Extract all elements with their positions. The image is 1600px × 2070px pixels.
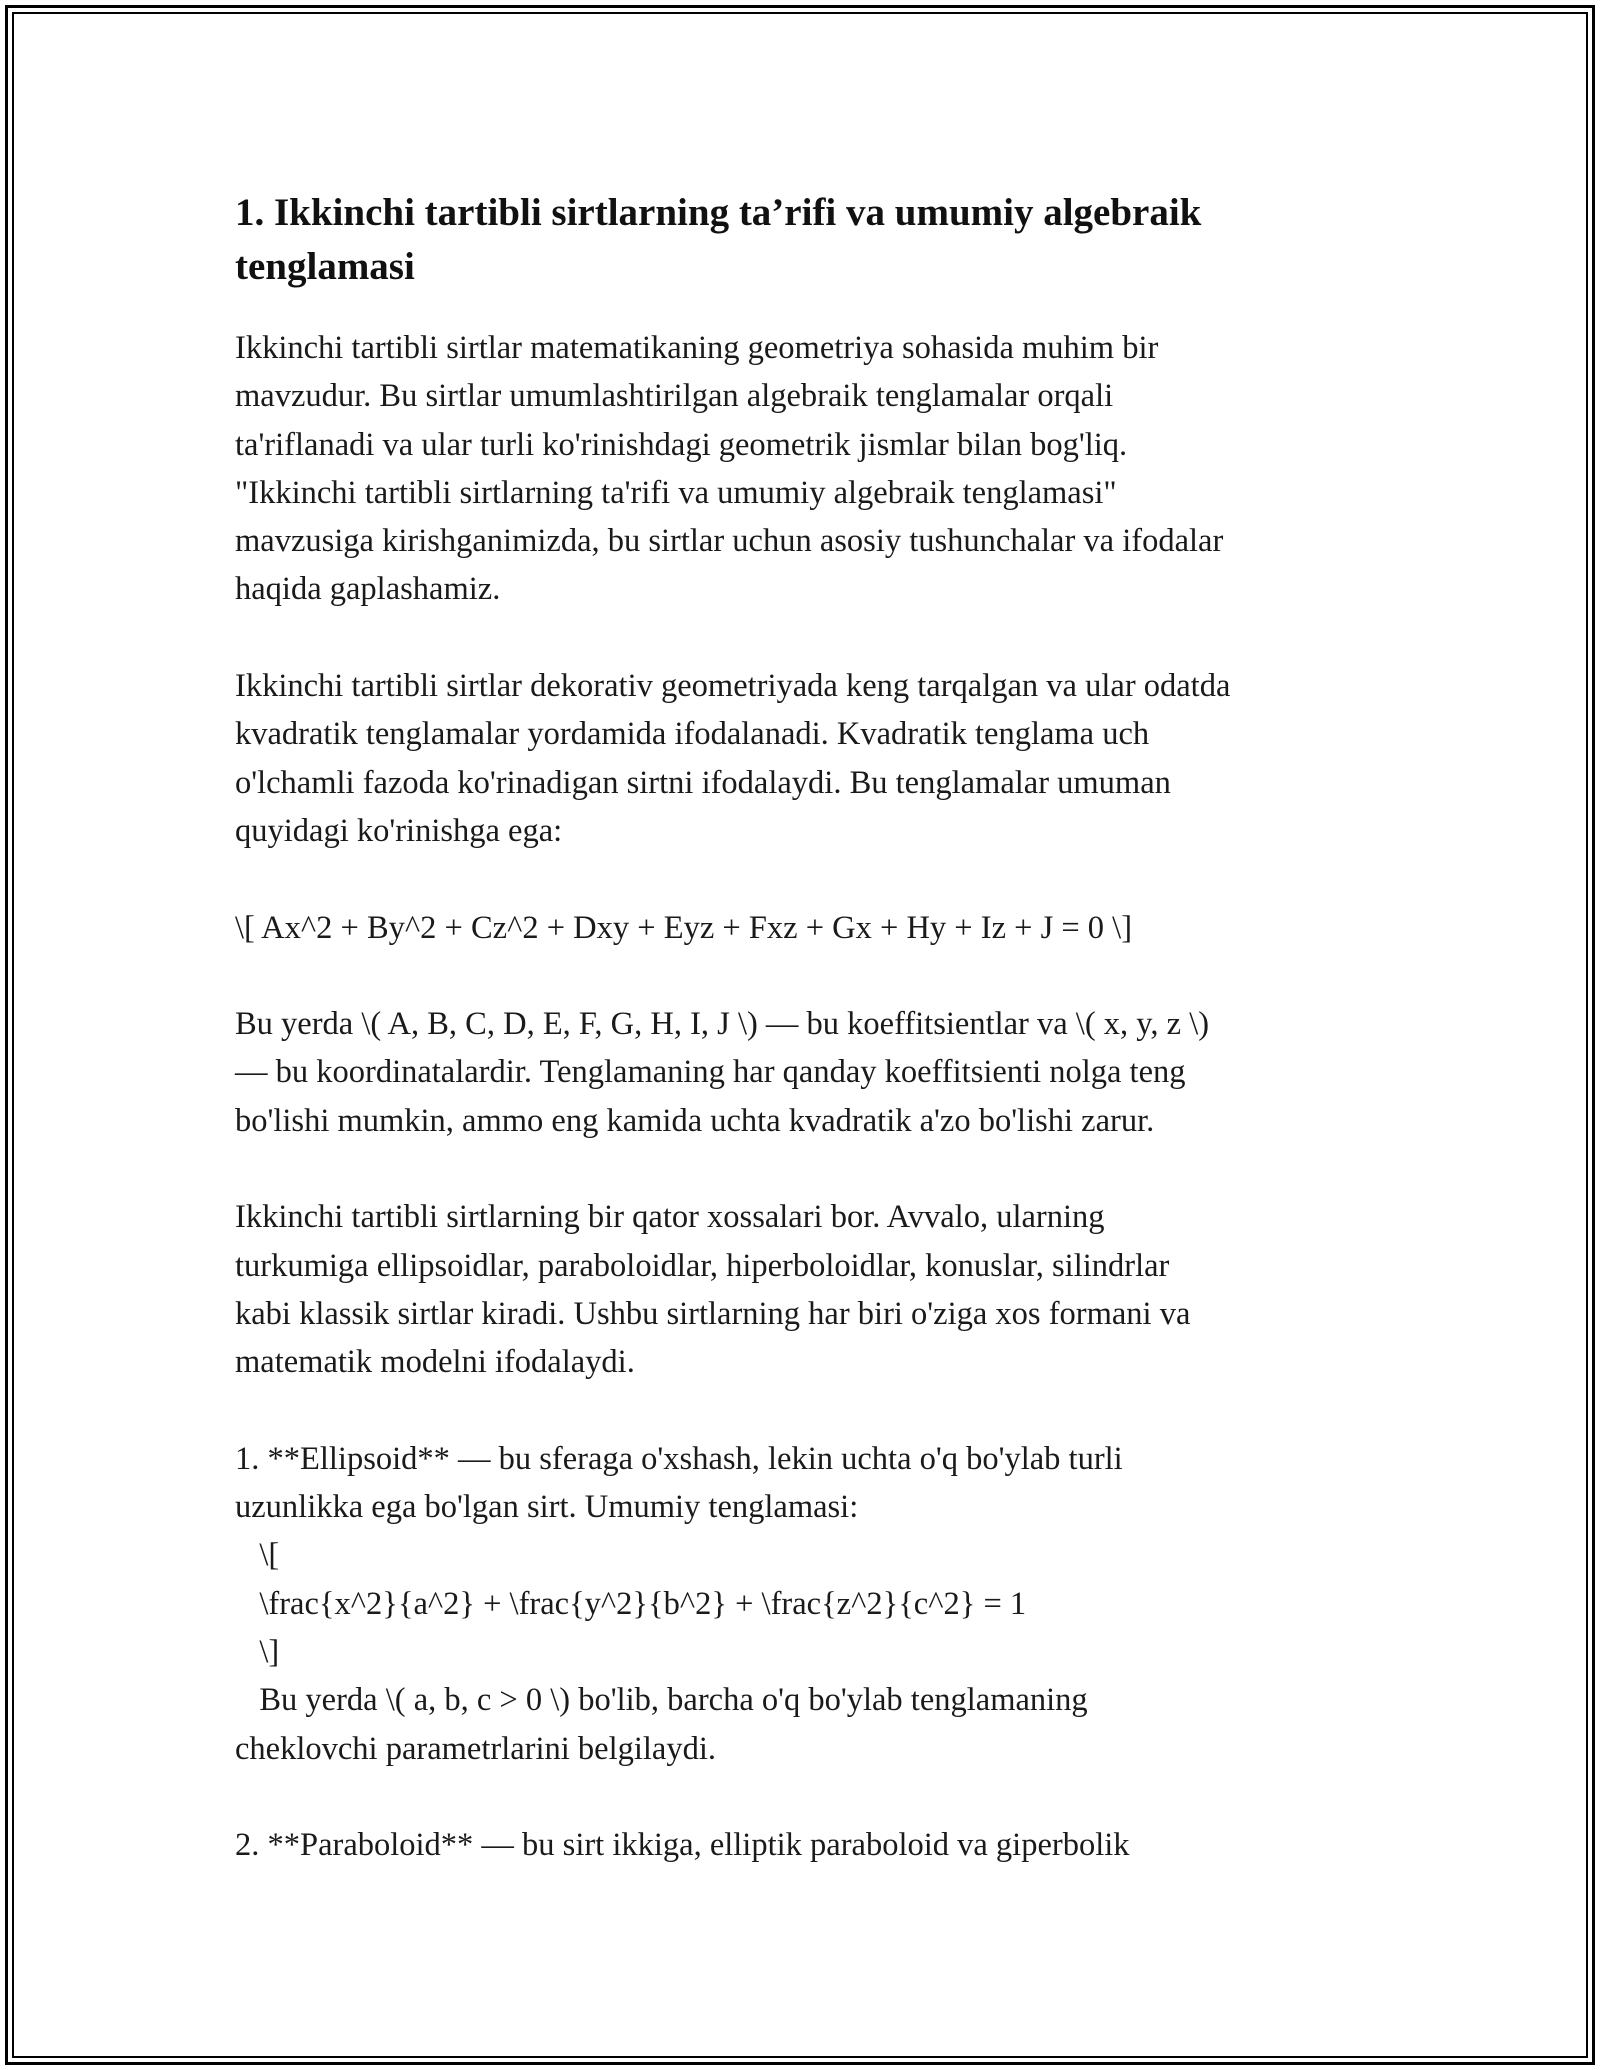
paragraph-gap bbox=[235, 1145, 1375, 1193]
title-line: tenglamasi bbox=[235, 245, 415, 288]
body-text-line: o'lchamli fazoda ko'rinadigan sirtni ifodalaydi. Bu tenglamalar umuman bbox=[235, 764, 1171, 801]
paragraph-gap bbox=[235, 952, 1375, 1000]
body-text-line: haqida gaplashamiz. bbox=[235, 571, 501, 608]
body-text-line: kvadratik tenglamalar yordamida ifodalanadi. Kvadratik tenglama uch bbox=[235, 716, 1150, 753]
body-text-line: \] bbox=[235, 1634, 280, 1671]
body-text-line: \frac{x^2}{a^2} + \frac{y^2}{b^2} + \frac{z^2}{c^2} = 1 bbox=[235, 1585, 1027, 1622]
body-text-line: Bu yerda \( a, b, c > 0 \) bo'lib, barcha o'q bo'ylab tenglamaning bbox=[235, 1682, 1088, 1719]
document-title bbox=[235, 186, 1375, 294]
body-text-line: Bu yerda \( A, B, C, D, E, F, G, H, I, J \) — bu koeffitsientlar va \( x, y, z \) bbox=[235, 1006, 1210, 1043]
body-text-line: matematik modelni ifodalaydi. bbox=[235, 1344, 635, 1381]
body-text-line: \[ Ax^2 + By^2 + Cz^2 + Dxy + Eyz + Fxz + Gx + Hy + Iz + J = 0 \] bbox=[235, 909, 1133, 946]
body-text-line: quyidagi ko'rinishga ega: bbox=[235, 812, 563, 849]
body-text-line: mavzudur. Bu sirtlar umumlashtirilgan algebraik tenglamalar orqali bbox=[235, 378, 1114, 415]
body-text-line: Ikkinchi tartibli sirtlar dekorativ geometriyada keng tarqalgan va ular odatda bbox=[235, 668, 1231, 705]
body-text-line: 2. **Paraboloid** — bu sirt ikkiga, elliptik paraboloid va giperbolik bbox=[235, 1827, 1130, 1864]
paragraph-gap bbox=[235, 1773, 1375, 1821]
body-text-line: Ikkinchi tartibli sirtlarning bir qator xossalari bor. Avvalo, ularning bbox=[235, 1199, 1105, 1236]
paragraph-gap bbox=[235, 614, 1375, 662]
body-text-line: uzunlikka ega bo'lgan sirt. Umumiy tenglamasi: bbox=[235, 1489, 859, 1526]
body-text-line: "Ikkinchi tartibli sirtlarning ta'rifi va umumiy algebraik tenglamasi" bbox=[235, 474, 1117, 511]
body-text-line: ta'riflanadi va ular turli ko'rinishdagi geometrik jismlar bilan bog'liq. bbox=[235, 426, 1128, 463]
body-text-line: — bu koordinatalardir. Tenglamaning har qanday koeffitsienti nolga teng bbox=[235, 1054, 1186, 1091]
document-body bbox=[235, 324, 1375, 1870]
body-text-line: Ikkinchi tartibli sirtlar matematikaning geometriya sohasida muhim bir bbox=[235, 330, 1159, 366]
title-line: 1. Ikkinchi tartibli sirtlarning ta’rifi va umumiy algebraik bbox=[235, 191, 1202, 234]
body-text-line: turkumiga ellipsoidlar, paraboloidlar, hiperboloidlar, konuslar, silindrlar bbox=[235, 1247, 1170, 1284]
body-text-line: kabi klassik sirtlar kiradi. Ushbu sirtlarning har biri o'ziga xos formani va bbox=[235, 1295, 1191, 1332]
document-content bbox=[235, 186, 1375, 1870]
body-text-line: bo'lishi mumkin, ammo eng kamida uchta kvadratik a'zo bo'lishi zarur. bbox=[235, 1102, 1155, 1139]
paragraph-gap bbox=[235, 855, 1375, 903]
body-text-line: mavzusiga kirishganimizda, bu sirtlar uchun asosiy tushunchalar va ifodalar bbox=[235, 523, 1224, 560]
body-text-line: 1. **Ellipsoid** — bu sferaga o'xshash, lekin uchta o'q bo'ylab turli bbox=[235, 1440, 1123, 1477]
body-text-line: cheklovchi parametrlarini belgilaydi. bbox=[235, 1730, 716, 1767]
body-text-line: \[ bbox=[235, 1537, 280, 1574]
paragraph-gap bbox=[235, 1387, 1375, 1435]
